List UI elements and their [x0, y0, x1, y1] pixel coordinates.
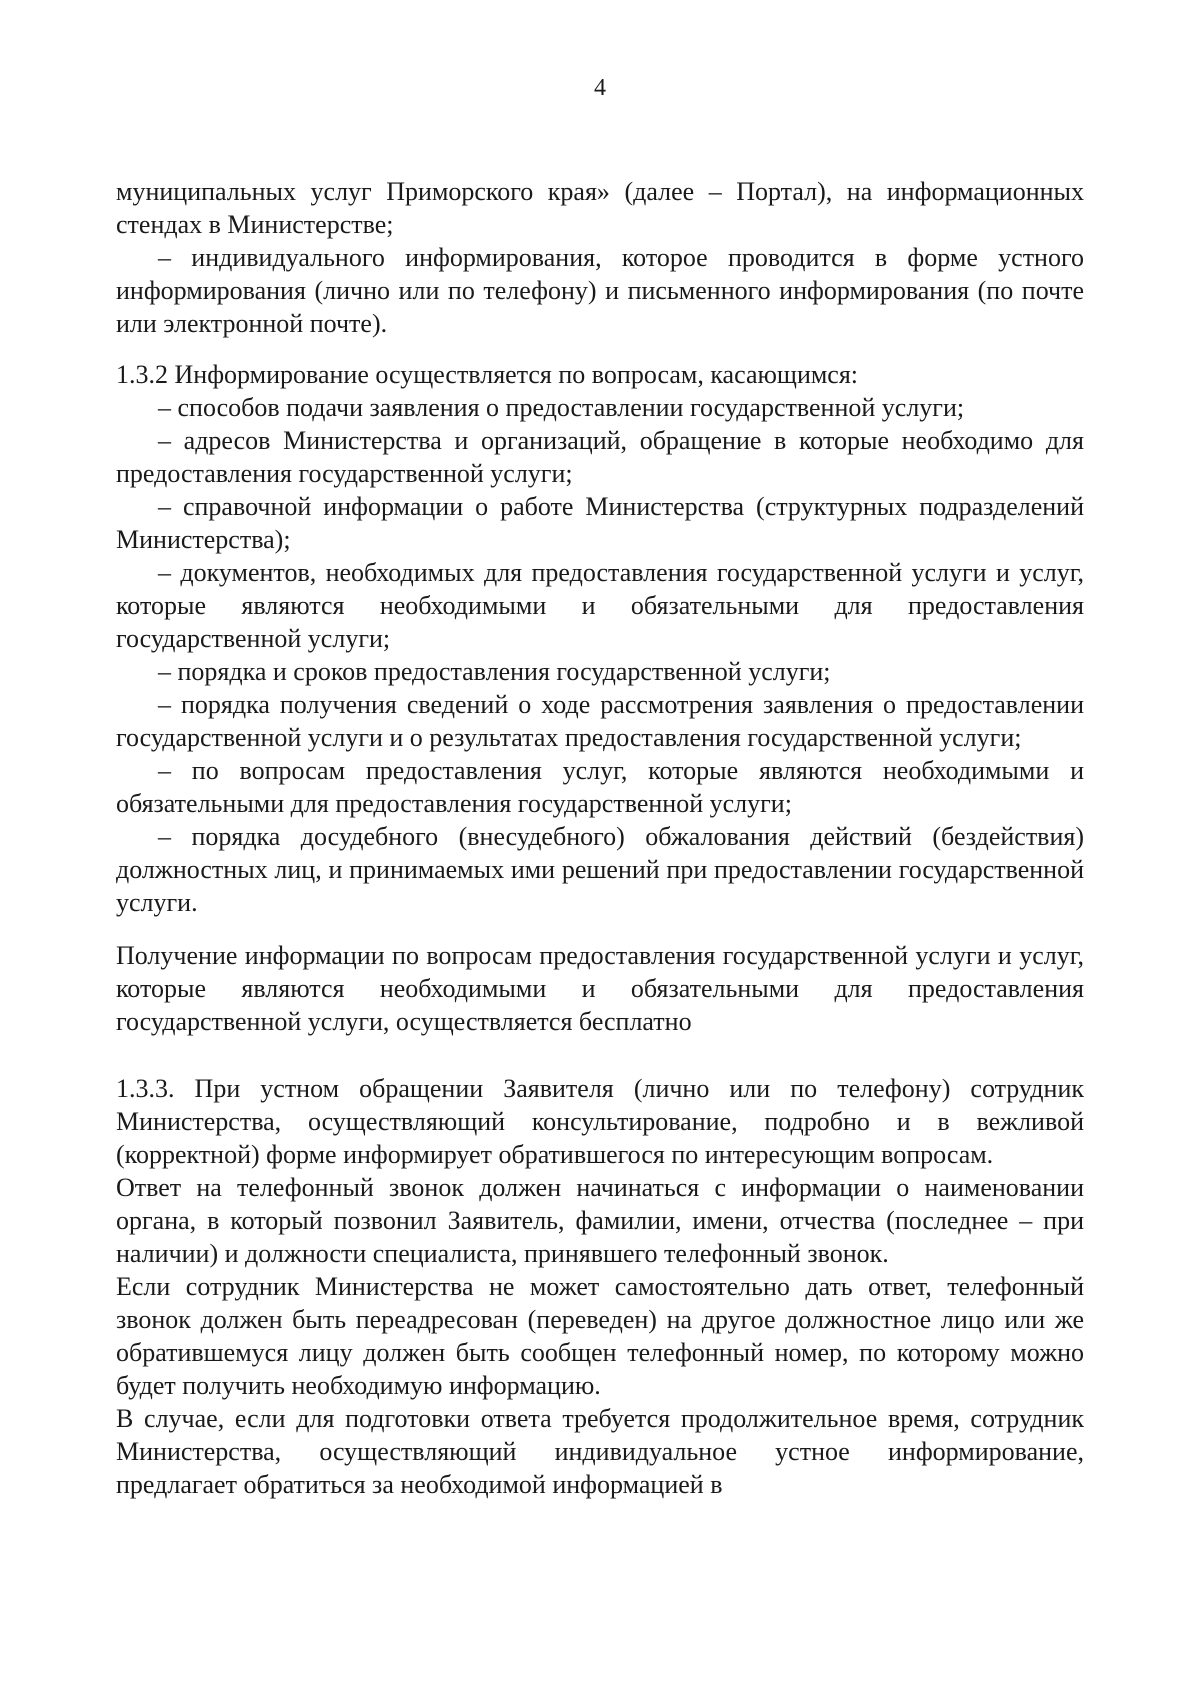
list-item: – документов, необходимых для предоставления государственной услуги и услуг, которые являются необходимыми и обязательными для предоставления государственной услуги;	[116, 558, 1084, 653]
list-item: – порядка и сроков предоставления государственной услуги;	[158, 657, 831, 686]
list-item: – по вопросам предоставления услуг, которые являются необходимыми и обязательными для предоставления государственной услуги;	[116, 756, 1084, 818]
section-paragraph-1-3-3: 1.3.3. При устном обращении Заявителя (лично или по телефону) сотрудник Министерства, осуществляющий консультирование, подробно и в вежливой (корректной) форме информирует обратившегося по интересующим вопросам.	[116, 1074, 1084, 1169]
continuation-paragraph: муниципальных услуг Приморского края» (далее – Портал), на информационных стендах в Министерстве;	[116, 177, 1084, 239]
body-paragraph: Если сотрудник Министерства не может самостоятельно дать ответ, телефонный звонок должен быть переадресован (переведен) на другое должностное лицо или же обратившемуся лицу должен быть сообщен телефонный номер, по которому можно будет получить необходимую информацию.	[116, 1272, 1084, 1400]
body-paragraph: Ответ на телефонный звонок должен начинаться с информации о наименовании органа, в который позвонил Заявитель, фамилии, имени, отчества (последнее – при наличии) и должности специалиста, принявшего телефонный звонок.	[116, 1173, 1084, 1268]
list-item: – индивидуального информирования, которое проводится в форме устного информирования (лично или по телефону) и письменного информирования (по почте или электронной почте).	[116, 243, 1084, 338]
list-item: – способов подачи заявления о предоставлении государственной услуги;	[158, 393, 965, 422]
page-number: 4	[594, 75, 606, 101]
body-paragraph: В случае, если для подготовки ответа требуется продолжительное время, сотрудник Министерства, осуществляющий индивидуальное устное информирование, предлагает обратиться за необходимой информацией в	[116, 1404, 1084, 1499]
list-item: – адресов Министерства и организаций, обращение в которые необходимо для предоставления государственной услуги;	[116, 426, 1084, 488]
list-item: – порядка получения сведений о ходе рассмотрения заявления о предоставлении государственной услуги и о результатах предоставления государственной услуги;	[116, 690, 1084, 752]
free-of-charge-paragraph: Получение информации по вопросам предоставления государственной услуги и услуг, которые являются необходимыми и обязательными для предоставления государственной услуги, осуществляется бесплатно	[116, 941, 1084, 1036]
section-heading-1-3-2: 1.3.2 Информирование осуществляется по вопросам, касающимся:	[116, 360, 859, 389]
list-item: – порядка досудебного (внесудебного) обжалования действий (бездействия) должностных лиц, и принимаемых ими решений при предоставлении государственной услуги.	[116, 822, 1084, 917]
list-item: – справочной информации о работе Министерства (структурных подразделений Министерства);	[116, 492, 1084, 554]
document-body	[116, 175, 1084, 1501]
